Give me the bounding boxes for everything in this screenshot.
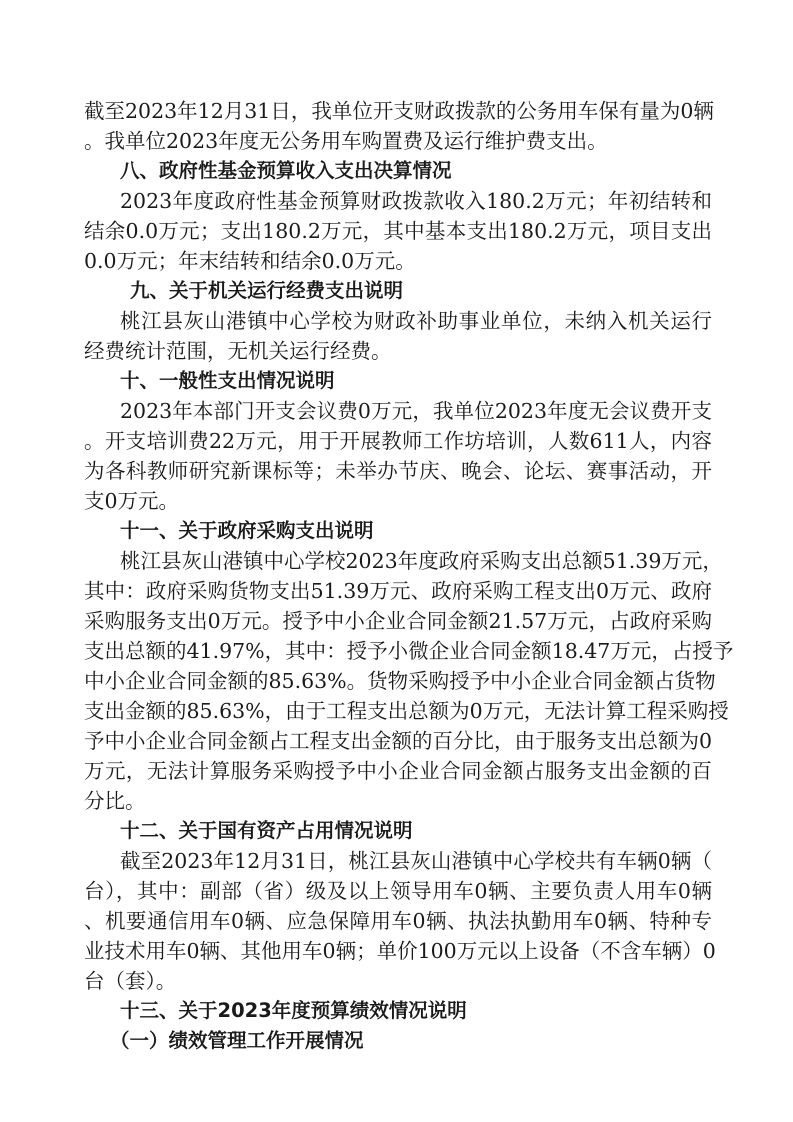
body-line: 其中：政府采购货物支出51.39万元、政府采购工程支出0万元、政府 (84, 579, 712, 603)
section-heading-8: 八、政府性基金预算收入支出决算情况 (120, 159, 452, 182)
body-line: 支0万元。 (84, 489, 180, 513)
body-line: 截至2023年12月31日，我单位开支财政拨款的公务用车保有量为0辆 (84, 99, 714, 123)
body-line: 2023年度政府性基金预算财政拨款收入180.2万元；年初结转和 (120, 189, 712, 213)
body-line: 支出总额的41.97%，其中：授予小微企业合同金额18.47万元，占授予 (84, 639, 734, 663)
body-line: 。开支培训费22万元，用于开展教师工作坊培训，人数611人，内容 (84, 429, 712, 453)
subsection-heading-1: （一）绩效管理工作开展情况 (110, 1029, 364, 1052)
section-heading-12: 十二、关于国有资产占用情况说明 (120, 819, 413, 842)
body-line: 万元，无法计算服务采购授予中小企业合同金额占服务支出金额的百 (84, 759, 712, 783)
body-line: 支出金额的85.63%，由于工程支出总额为0万元，无法计算工程采购授 (84, 699, 729, 723)
section-heading-11: 十一、关于政府采购支出说明 (120, 519, 374, 542)
body-line: 0.0万元；年末结转和结余0.0万元。 (84, 249, 416, 273)
body-line: 台），其中：副部（省）级及以上领导用车0辆、主要负责人用车0辆 (84, 879, 712, 903)
section-heading-9: 九、关于机关运行经费支出说明 (130, 279, 404, 302)
body-line: 、机要通信用车0辆、应急保障用车0辆、执法执勤用车0辆、特种专 (84, 909, 712, 933)
body-line: 分比。 (84, 789, 146, 813)
body-line: 业技术用车0辆、其他用车0辆；单价100万元以上设备（不含车辆）0 (84, 939, 716, 963)
body-line: 桃江县灰山港镇中心学校为财政补助事业单位，未纳入机关运行 (120, 309, 712, 333)
body-line: 桃江县灰山港镇中心学校2023年度政府采购支出总额51.39万元， (120, 549, 723, 573)
body-line: 中小企业合同金额的85.63%。货物采购授予中小企业合同金额占货物 (84, 669, 716, 693)
document-page (84, 96, 734, 1056)
body-line: 台（套）。 (84, 969, 177, 993)
body-line: 结余0.0万元；支出180.2万元，其中基本支出180.2万元，项目支出 (84, 219, 712, 243)
body-line: 2023年本部门开支会议费0万元，我单位2023年度无会议费开支 (120, 399, 712, 423)
section-heading-10: 十、一般性支出情况说明 (120, 369, 335, 392)
body-line: 。我单位2023年度无公务用车购置费及运行维护费支出。 (84, 129, 608, 153)
body-line: 经费统计范围，无机关运行经费。 (84, 339, 392, 363)
body-line: 予中小企业合同金额占工程支出金额的百分比，由于服务支出总额为0 (84, 729, 713, 753)
body-line: 截至2023年12月31日，桃江县灰山港镇中心学校共有车辆0辆（ (120, 849, 712, 873)
section-heading-13: 十三、关于2023年度预算绩效情况说明 (120, 999, 467, 1022)
body-line: 为各科教师研究新课标等；未举办节庆、晚会、论坛、赛事活动，开 (84, 459, 712, 483)
body-line: 采购服务支出0万元。授予中小企业合同金额21.57万元，占政府采购 (84, 609, 712, 633)
